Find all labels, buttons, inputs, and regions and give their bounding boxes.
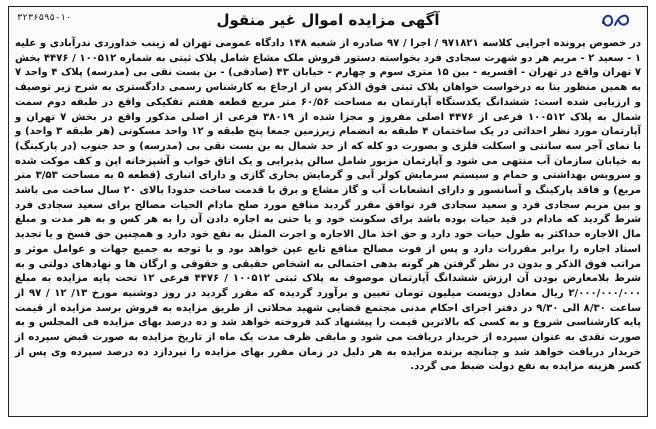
notice-body: در خصوص پرونده اجرایی کلاسه ۹۷۱۸۲۱ / اجرا / ۹۷ صادره از شعبه ۱۴۸ دادگاه عمومی تهران له زینب خداوردی ندرآبادی و علیه ۱ - سعید ۲ - مریم هر دو شهرت سجادی فرد بخواسته دستور فروش ملک مشاع شامل پلاک ثبتی به شماره ۱۰۰۵۱۲ / ۴۴۷۶ بخش ۷ تهران واقع در تهران - اقسریه - بین ۱۵ متری سوم و چهارم - خیابان ۴۳ (صادقی) - بن بست نقی بی (مدرسه) پلاک ۴ واحد ۷ به همین منظور بنا به درخواست خواهان پلاک ثبتی فوق الذکر پس از ارجاع به کارشناس رسمی دادگستری به شرح زیر توصیف و ارزیابی شده است: ششدانگ یکدستگاه آپارتمان به مساحت ۶۰/۵۶ متر مربع قطعه هفتم تفکیکی واقع در طبقه دوم سمت شمال به پلاک ۱۰۰۵۱۲ فرعی از ۴۴۷۶ اصلی مفروز و مجزا شده از ۳۸۰۱۹ فرعی از اصلی مذکور واقع در بخش ۷ تهران و آپارتمان مورد نظر احداثی در یک ساختمان ۴ طبقه به انضمام زیرزمین جمعا پنج طبقه و ۱۲ واحد مسکونی (هر طبقه ۳ واحد) و با نمای آجر سه سانتی و اسکلت فلزی و بصورت دو کله که از حد شمال به بن بست نقی بی (مدرسه) و حد جنوب (در پارکینگ) به خیابان سازمان آب منتهی می شود و آپارتمان مزبور شامل سالن پذیرایی و یک اتاق خواب و آشپزخانه اپن و کف موکت شده و سرویس بهداشتی و حمام و سیستم سرمایش کولر آبی و گرمایش بخاری گازی و دارای انباری (قطعه ۵ به مساحت ۳/۵۳ متر مربع) و فاقد پارکینگ و آسانسور و دارای انشعابات آب و گاز مشاع و برق با قدمت ساخت حدودا بالای ۲۰ سال ساخت می باشد و بین مریم سجادی فرد و سعید سجادی فرد توافق مقرر گردید منافع مورد صلح مادام الحیات مصالح برای سعید سجادی فرد شرط گردید که مادام در قید حیات بوده باشد برای سکونت خود و یا حتی به اجاره دادن آن را به هر کس و به هر مدت و مبلغ مال الاجاره حداکثر به طول حیات خود دارد و حق اخذ مال الاجاره و اجرت المثل به نفع خود دارد و همچنین حق فسخ و یا تجدید اسناد اجاره را برابر مقررات دارد و پس از فوت مصالح منافع تابع عین خواهد بود و با توجه به جمیع جهات و عوامل موثر و مراتب فوق الذکر و بدون در نظر گرفتن هر گونه بدهی احتمالی به اشخاص حقیقی و حقوقی و ارگان ها و نهادهای دولتی و به شرط بلامعارض بودن آن ارزش ششدانگ آپارتمان موصوف به پلاک ثبتی ۱۰۰۵۱۲ / ۴۴۷۶ فرعی ۱۲ تحت پایه مزایده به مبلغ ۲/۰۰۰/۰۰۰/۰۰۰ ریال معادل دویست میلیون تومان تعیین و برآورد گردیده که مقرر گردید در روز دوشنبه مورخ ۱۳/ ۱۲ / ۹۷ از ساعت ۸/۳۰ الی ۹/۳۰ در دفتر اجرای احکام مدنی مجتمع قضایی شهید محلاتی از طریق مزایده به فروش برسد مزایده از قیمت پایه کارشناسی شروع و به کسی که بالاترین قیمت را پیشنهاد کند فروخته خواهد شد و ده درصد بهای مزایده فی المجلس و به صورت نقدی به عنوان سپرده از خریدار دریافت می شود و مابقی ظرف مدت یک ماه از تاریخ مزایده به صورت قبض سپرده از خریدار دریافت خواهد شد و چنانچه برنده مزایده به هر دلیل در زمان مقرر بهای مزایده را نپردازد ده درصد سپرده وی پس از کسر هزینه مزایده به نفع دولت ضبط می گردد.: [15, 38, 642, 373]
notice-title: آگهی مزایده اموال غیر منقول: [216, 11, 440, 29]
auction-notice: [8, 6, 648, 417]
notice-header: [15, 11, 641, 35]
reference-code: ۳۲۳۶۵۹۵-۱۰: [17, 13, 72, 23]
handwritten-number-mark: [599, 9, 633, 31]
